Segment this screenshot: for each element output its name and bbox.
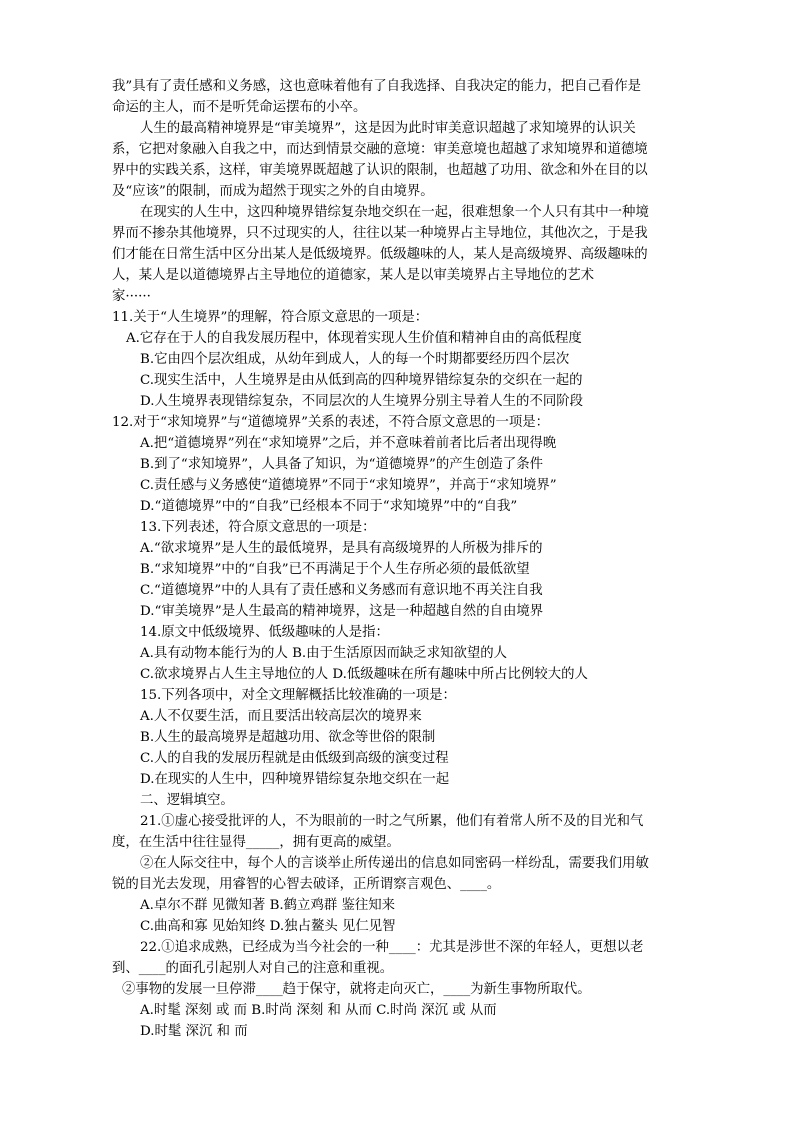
option-c: C.人的自我的发展历程就是由低级到高级的演变过程: [140, 751, 449, 766]
option-d: D.在现实的人生中，四种境界错综复杂地交织在一起: [140, 772, 450, 787]
text-line: 我”具有了责任感和义务感，这也意味着他有了自我选择、自我决定的能力，把自己看作是: [112, 79, 642, 94]
text-line: 锐的目光去发现，用睿智的心智去破译，正所谓察言观色、____。: [112, 877, 501, 892]
text-line: 到、____的面孔引起别人对自己的注意和重视。: [112, 961, 394, 976]
question-11: 11.关于“人生境界”的理解，符合原文意思的一项是：: [112, 310, 429, 325]
text-line: ②在人际交往中，每个人的言谈举止所传递出的信息如同密码一样纷乱，需要我们用敏: [140, 856, 649, 871]
option-a: A.它存在于人的自我发展历程中，体现着实现人生价值和精神自由的高低程度: [126, 331, 582, 346]
question-14: 14.原文中低级境界、低级趣味的人是指：: [140, 625, 389, 640]
option-d: D.人生境界表现错综复杂，不同层次的人生境界分别主导着人生的不同阶段: [140, 394, 584, 409]
option-b: B.它由四个层次组成，从幼年到成人，人的每一个时期都要经历四个层次: [140, 352, 570, 367]
text-line: 人，某人是以道德境界占主导地位的道德家，某人是以审美境界占主导地位的艺术: [112, 268, 595, 283]
options-a-b: A.具有动物本能行为的人 B.由于生活原因而缺乏求知欲望的人: [140, 646, 508, 661]
options-a-b: A.卓尔不群 见微知著 B.鹤立鸡群 鉴往知来: [140, 898, 396, 913]
question-21: 21.①虚心接受批评的人，不为眼前的一时之气所累，他们有着常人所不及的目光和气: [140, 814, 644, 829]
section-heading: 二、逻辑填空。: [140, 793, 234, 808]
option-b: B.到了“求知境界”，人具备了知识，为“道德境界”的产生创造了条件: [140, 457, 544, 472]
options-c-d: C.曲高和寡 见始知终 D.独占鳌头 见仁见智: [140, 919, 396, 934]
option-d: D.时髦 深沉 和 而: [140, 1024, 248, 1039]
option-a: A.人不仅要生活，而且要活出较高层次的境界来: [140, 709, 422, 724]
option-c: C.责任感与义务感使“道德境界”不同于“求知境界”，并高于“求知境界”: [140, 478, 557, 493]
text-line: ②事物的发展一旦停滞____趋于保守，就将走向灭亡，____为新生事物所取代。: [122, 982, 591, 997]
text-line: 度，在生活中往往显得_____，拥有更高的威望。: [112, 835, 400, 850]
text-line: 及“应该”的限制，而成为超然于现实之外的自由境界。: [112, 184, 434, 199]
text-line: 家······: [112, 289, 151, 304]
text-line: 们才能在日常生活中区分出某人是低级境界。低级趣味的人，某人是高级境界、高级趣味的: [112, 247, 648, 262]
text-line: 界中的实践关系，这样，审美境界既超越了认识的限制，也超越了功用、欲念和外在目的以: [112, 163, 648, 178]
option-c: C.“道德境界”中的人具有了责任感和义务感而有意识地不再关注自我: [140, 583, 543, 598]
option-d: D.“道德境界”中的“自我”已经根本不同于“求知境界”中的“自我”: [140, 499, 518, 514]
option-a: A.把“道德境界”列在“求知境界”之后，并不意味着前者比后者出现得晚: [140, 436, 557, 451]
question-12: 12.对于“求知境界”与“道德境界”关系的表述，不符合原文意思的一项是：: [112, 415, 550, 430]
question-15: 15.下列各项中，对全文理解概括比较准确的一项是：: [140, 688, 456, 703]
text-line: 命运的主人，而不是听凭命运摆布的小卒。: [112, 100, 367, 115]
option-a: A.“欲求境界”是人生的最低境界，是具有高级境界的人所极为排斥的: [140, 541, 543, 556]
text-line: 界而不掺杂其他境界，只不过现实的人，往往以某一种境界占主导地位，其他次之，于是我: [112, 226, 648, 241]
text-line: 人生的最高精神境界是“审美境界”，这是因为此时审美意识超越了求知境界的认识关: [140, 121, 636, 136]
options-c-d: C.欲求境界占人生主导地位的人 D.低级趣味在所有趣味中所占比例较大的人: [140, 667, 588, 682]
options-a-b-c: A.时髦 深刻 或 而 B.时尚 深刻 和 从而 C.时尚 深沉 或 从而: [140, 1003, 497, 1018]
question-22: 22.①追求成熟，已经成为当今社会的一种____：尤其是涉世不深的年轻人，更想以老: [140, 940, 644, 955]
question-13: 13.下列表述，符合原文意思的一项是：: [140, 520, 376, 535]
option-b: B.人生的最高境界是超越功用、欲念等世俗的限制: [140, 730, 436, 745]
text-line: 系，它把对象融入自我之中，而达到情景交融的意境：审美意境也超越了求知境界和道德境: [112, 142, 648, 157]
option-d: D.“审美境界”是人生最高的精神境界，这是一种超越自然的自由境界: [140, 604, 544, 619]
option-c: C.现实生活中，人生境界是由从低到高的四种境界错综复杂的交织在一起的: [140, 373, 583, 388]
text-line: 在现实的人生中，这四种境界错综复杂地交织在一起，很难想象一个人只有其中一种境: [140, 205, 649, 220]
option-b: B.“求知境界”中的“自我”已不再满足于个人生存所必须的最低欲望: [140, 562, 530, 577]
